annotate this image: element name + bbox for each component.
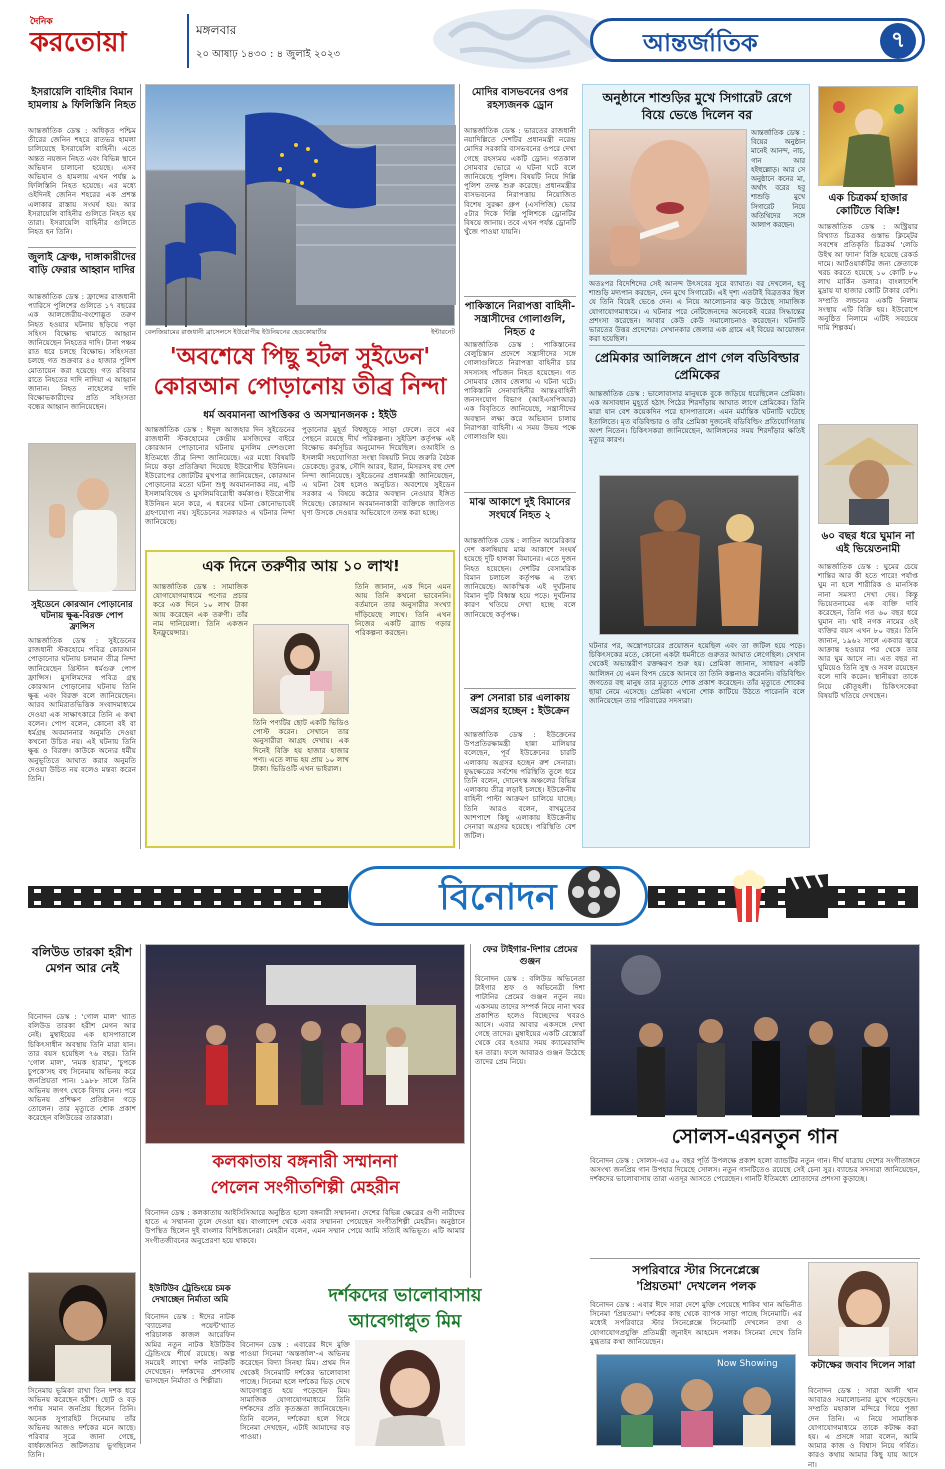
feature-side-text: আন্তর্জাতিক ডেস্ক : বিয়ের অনুষ্ঠান মানেই আনন্দ, নাচ, গান আর হইহুল্লোড়। আর সে অনুষ্ঠানে কনের মা, অর্থাৎ বরের হবু শাশুড়ি মুখে সিগারেট নিয়ে অতিথিদের সঙ্গে আলাপ করছেন। — [751, 129, 805, 230]
column-rule — [470, 944, 471, 1278]
earnings-body-3: তিনি জানান, এক দিনে এমন আয় তিনি কখনো ভাবেননি। বর্তমানে তার অনুসারীর সংখ্যা দাঁড়িয়েছে লাখে। তিনি এখন নিজের একটি ব্র্যান্ড গড়ার পরিকল্পনা করছেন। — [355, 582, 451, 638]
pope-body: আন্তর্জাতিক ডেস্ক : সুইডেনের রাজধানী স্টকহোমে পবিত্র কোরআন পোড়ানোর ঘটনায় চলমান তীব্র নিন্দা জানিয়েছেন খ্রিস্টান ধর্মগুরু পোপ ফ্রান্সিস। মুসলিমদের পবিত্র গ্রন্থ কোরআন পোড়ানোর ঘটনায় তিনি ক্ষুব্ধ এবং বিরক্ত বলে জানিয়েছেন। আরব আমিরাতভিত্তিক সংবাদমাধ্যমে দেওয়া এক সাক্ষাৎকারে তিনি এ কথা বলেন। পোপ বলেন, কোনো বই বা ধর্মগ্রন্থ অবমাননার অনুমতি দেওয়া কখনো উচিত নয়। এই ঘটনায় তিনি ক্ষুব্ধ ও বিরক্ত। কাউকে অন্যের ধর্মীয় অনুভূতিতে আঘাত করার অনুমতি দেওয়া উচিত নয় বলেও মন্তব্য করেন তিনি। — [28, 636, 136, 784]
sara-headline[interactable]: কটাক্ষের জবাব দিলেন সারা — [810, 1360, 916, 1371]
divider — [464, 492, 576, 493]
logo-prefix: দৈনিক — [30, 17, 53, 27]
feature-body-smoking: অতঃপর বিদেশিদের সেই আনন্দ উৎসবের সুরে ব্যাঘাত। বর দেখলেন, হবু শাশুড়ি মদ্যপান করছেন, দেন মুখে সিগারেট। এই দৃশ্য এতটাই বিব্রতকর ছিল যে তিনি বিয়েই ভেঙে দেন। এ নিয়ে আলোচনার ঝড় উঠেছে সামাজিক যোগাযোগমাধ্যমে। এ ঘটনার পরে নেটিজেনদের অনেকেই বরের সিদ্ধান্তের প্রশংসা করেছেন। আবার কেউ কেউ সমালোচনাও করেছেন। ঘটনাটি ভারতের উত্তর প্রদেশের। সেখানকার জেলার এক গ্রামে এই বিয়ের আয়োজন করা হয়েছিল। — [589, 279, 805, 344]
pope-figure-icon — [29, 444, 137, 592]
influencer-photo — [253, 624, 349, 714]
lead-headline-line2[interactable]: কোরআন পোড়ানোয় তীব্র নিন্দা — [153, 373, 447, 400]
feature-title-smoking[interactable]: অনুষ্ঠানে শাশুড়ির মুখে সিগারেট রেগে বিয়ে ভেঙে দিলেন বর — [602, 90, 792, 122]
article-title-planes[interactable]: মাঝ আকাশে দুই বিমানের সংঘর্ষে নিহত ২ — [469, 497, 571, 521]
actress-portrait-icon — [355, 1340, 465, 1446]
divider — [464, 688, 576, 689]
article-title-france[interactable]: জুলাই ফ্রেঞ্চ, দাঙ্গাকারীদের বাড়ি ফেরার আহ্বান দাদির — [28, 252, 136, 276]
eu-photo-credit: ইন্টারনেট — [431, 328, 455, 336]
column-rule — [140, 944, 141, 1444]
article-title-pakistan[interactable]: পাকিস্তানে নিরাপত্তা বাহিনী-সন্ত্রাসীদের গোলাগুলি, নিহত ৫ — [464, 301, 576, 338]
earnings-box — [145, 550, 455, 848]
article-body-france: আন্তর্জাতিক ডেস্ক : ফ্রান্সের রাজধানী প্যারিসে পুলিশের গুলিতে ১৭ বছরের এক আলজেরীয়-বংশোদ্ভূত তরুণ নিহত হওয়ার ঘটনায় ছড়িয়ে পড়া সহিংস বিক্ষোভ থামাতে আহ্বান জানিয়েছেন নিহতের দাদি। টানা পঞ্চম রাত ধরে চলছে বিক্ষোভ। সহিংসতা চলছে গত শুক্রবার ৪৫ হাজার পুলিশ মোতায়েন করা হয়েছে। গত রবিবার রাতে নিহতের দাদি নাদিয়া এ আহ্বান জানান। নিহত নাহেলের দাদি বিক্ষোভকারীদের প্রতি সহিংসতা বন্ধের আহ্বান জানিয়েছেন। — [28, 292, 136, 412]
article-body-sleepless: আন্তর্জাতিক ডেস্ক : ঘুমের চেয়ে শান্তির আর কী হতে পারে! পর্যাপ্ত ঘুম না হলে শারীরিক ও মানসিক নানা সমস্যা দেখা দেয়। কিন্তু ভিয়েতনামের এক ব্যক্তি দাবি করেছেন, তিনি গত ৬০ বছর ধরে ঘুমান না। থাই নগক নামের ওই ব্যক্তির বয়স এখন ৮০ বছর। তিনি জানান, ১৯৬২ সালে একবার জ্বরে আক্রান্ত হওয়ার পর থেকে তার আর ঘুম আসে না। এত বছর না ঘুমিয়েও তিনি সুস্থ ও সবল রয়েছেন বলে দাবি করেন। স্থানীয়রা তাকে নিয়ে কৌতূহলী। চিকিৎসকেরা বিষয়টি খতিয়ে দেখছেন। — [818, 562, 918, 700]
eu-photo-caption: বেলজিয়ামের রাজধানী ব্রাসেলসে ইউরোপীয় ইউনিয়নের হেডকোয়ার্টার — [145, 328, 327, 336]
lead-headline-line1[interactable]: 'অবশেষে পিছু হটল সুইডেন' — [169, 343, 431, 370]
bodybuilders-photo — [599, 475, 799, 635]
mim-photo — [355, 1340, 465, 1446]
klimt-painting-photo — [818, 86, 918, 186]
sara-photo — [808, 1262, 918, 1356]
film-reel-icon — [564, 862, 624, 922]
masthead — [0, 0, 945, 78]
article-body-pakistan: আন্তর্জাতিক ডেস্ক : পাকিস্তানের বেলুচিস্তান প্রদেশে সন্ত্রাসীদের সঙ্গে গোলাগুলিতে নিরাপত্তা বাহিনীর চার সদস্যসহ পাঁচজন নিহত হয়েছেন। গত সোমবার জোব জেলায় এ ঘটনা ঘটে। পাকিস্তানি সেনাবাহিনীর আন্তঃবাহিনী জনসংযোগ বিভাগ (আইএসপিআর) এক বিবৃতিতে জানিয়েছে, সন্ত্রাসীদের অবস্থান লক্ষ্য করে অভিযান চালায় নিরাপত্তা বাহিনী। এ সময় উভয় পক্ষে গোলাগুলি হয়। — [464, 340, 576, 442]
influencer-figure-icon — [254, 625, 350, 715]
article-body-israel: আন্তর্জাতিক ডেস্ক : অধিকৃত পশ্চিম তীরের জেনিন শহরে রাতভর হামলা চালিয়েছে ইসরায়েলি বাহিনী। এতে অন্তত নয়জন নিহত এবং বিভিন্ন স্থানে অভিযান চালানো হয়েছে। এসব অভিযান ও হামলায় এখন পর্যন্ত ৯ ফিলিস্তিনি নিহত হয়েছে। এর মধ্যে ওইদিনই জেনিন শহরের এক প্রশস্ত এলাকার রাস্তায় সংঘর্ষ হয়। আর ইসরায়েলি বাহিনীর গুলিতে নিহত হয় তারা। ইসরায়েলি বাহিনীর গুলিতে নিহত হন তিনি। — [28, 126, 136, 237]
article-title-israel[interactable]: ইসরায়েলি বাহিনীর বিমান হামলায় ৯ ফিলিস্তিনি নিহত — [28, 87, 136, 111]
section-banner — [590, 18, 925, 62]
earnings-title[interactable]: এক দিনে তরুণীর আয় ১০ লাখ! — [202, 557, 400, 575]
feature-body-bodybuilder: আন্তর্জাতিক ডেস্ক : ভালোবাসার মানুষকে বুকে জড়িয়ে ধরেছিলেন প্রেমিকা। এক অসাবধান মুহূর্তে হঠাৎ পিঠের শিরদাঁড়ায় আঘাত লাগে প্রেমিকের। তিনি মারা যান বেশ কয়েকদিন পরে হাসপাতালে। এমন মর্মান্তিক ঘটনাটি ঘটেছে ইতালিতে। মৃত বডিবিল্ডার ও তাঁর প্রেমিকা দুজনেই বডিবিল্ডিং প্রতিযোগিতায় অংশ নিতেন। চিকিৎসকরা জানিয়েছেন, আলিঙ্গনের সময় শিরদাঁড়ার ক্ষতিই মৃত্যুর কারণ। — [589, 389, 805, 445]
feature-title-bodybuilder[interactable]: প্রেমিকার আলিঙ্গনে প্রাণ গেল বডিবিল্ডার প্রেমিকের — [594, 350, 800, 382]
award-stage-icon — [146, 945, 466, 1145]
lead-subtitle: ধর্ম অবমাননা আপত্তিকর ও অসম্মানজনক : ইইউ — [203, 410, 397, 421]
souls-band-photo — [590, 944, 920, 1116]
harish-photo — [28, 1272, 136, 1382]
eu-headquarters-photo — [145, 84, 455, 326]
mim-body: বিনোদন ডেস্ক : এবারের ঈদে মুক্তি পাওয়া সিনেমা 'অন্তর্জাল'-এ অভিনয় করেছেন বিদ্যা সিনহা মিম। প্রথম দিন থেকেই সিনেমাটি দর্শকের ভালোবাসা পাচ্ছে। সিনেমা হলে দর্শকের ভিড় দেখে আবেগাপ্লুত হয়ে পড়েছেন মিম। সামাজিক যোগাযোগমাধ্যমে তিনি দর্শকদের প্রতি কৃতজ্ঞতা জানিয়েছেন। তিনি বলেন, দর্শকেরা হলে গিয়ে সিনেমা দেখছেন, এটাই আমাদের বড় পাওয়া। — [240, 1340, 350, 1442]
lead-body-left: আন্তর্জাতিক ডেস্ক : ঈদুল আজহার দিন সুইডেনের রাজধানী স্টকহোমের কেন্দ্রীয় মসজিদের বাইরে কোরআন পোড়ানোর ঘটনায় মুসলিম দেশগুলো ইতিমধ্যে তীব্র নিন্দা জানিয়েছে। এর মধ্যে বিষয়টি নিয়ে কড়া প্রতিক্রিয়া দিয়েছে ইউরোপীয় ইউনিয়ন। ইউরোপের জোটটির মুখপাত্র জানিয়েছেন, কোরআন পোড়ানোর মতো ঘটনা শুধু অবমাননাকর নয়, এটি ইসলামবিদ্বেষ ও মুসলিমবিরোধী কর্মকাণ্ড। ইউরোপীয় ইউনিয়ন মনে করে, এ ধরনের ঘটনা কোনোভাবেই গ্রহণযোগ্য নয়। সুইডেনের সরকারও এ ঘটনার নিন্দা জানিয়েছে। — [145, 425, 295, 527]
header-divider — [187, 14, 189, 68]
article-body-ukraine: আন্তর্জাতিক ডেস্ক : ইউক্রেনের উপপ্রতিরক্ষামন্ত্রী হান্না মালিয়ার বলেছেন, পূর্ব ইউক্রেনের চারটি এলাকায় অগ্রসর হচ্ছেন রুশ সেনারা। যুদ্ধক্ষেত্রের সর্বশেষ পরিস্থিতি তুলে ধরে তিনি বলেন, দোনেৎস্ক অঞ্চলের বিভিন্ন এলাকায় তীব্র লড়াই চলছে। ইউক্রেনীয় বাহিনী পাল্টা আক্রমণ চালিয়ে যাচ্ছে। তিনি আরও বলেন, বাখমুতের আশপাশে কিছু এলাকায় ইউক্রেনীয় সেনারা অগ্রসর হয়েছে। পরিস্থিতি বেশ জটিল। — [464, 730, 576, 841]
header-date: ২০ আষাঢ় ১৪৩০ : ৪ জুলাই ২০২৩ — [196, 49, 340, 60]
column-rule — [140, 84, 141, 849]
sara-body: বিনোদন ডেস্ক : সারা আলী খান আবারও সমালোচনার মুখে পড়েছেন। সম্প্রতি মহাকাল মন্দিরে গিয়ে পূজা দেন তিনি। এ নিয়ে সামাজিক যোগাযোগমাধ্যমে তাকে কটাক্ষ করা হয়। এ প্রসঙ্গে সারা বলেন, আমি আমার কাজ ও বিশ্বাস নিয়ে গর্বিত। কারও কথায় আমার কিছু যায় আসে না। — [808, 1386, 918, 1469]
feature-body-bodybuilder-2: ঘটনার পর, অস্ত্রোপচারের প্রয়োজন হয়েছিল এবং তা জটিল হয়ে পড়ে। চিকিৎসকের মতে, কোনো একটা ধমনীতে গুরুতর আঘাত লেগেছিল। সেখান থেকেই অভ্যন্তরীণ রক্তক্ষরণ শুরু হয়। প্রেমিকা জানান, সাধারণ একটি আলিঙ্গন যে এমন বিপদ ডেকে আনবে তা তিনি কল্পনাও করেননি। বডিবিল্ডিং জগতের বহু মানুষ তার মৃত্যুতে শোক প্রকাশ করেছেন। তাঁর মৃত্যুতে শোকের ছায়া নেমে এসেছে। প্রেমিকা এখনো শোক কাটিয়ে উঠতে পারেননি বলে জানিয়েছেন তার পরিবারের সদস্যরা। — [589, 641, 805, 706]
divider — [590, 1258, 920, 1259]
article-body-tiger: বিনোদন ডেস্ক : বলিউড অভিনেতা টাইগার শ্রফ ও অভিনেত্রী দিশা পাটানির প্রেমের গুঞ্জন নতুন নয়। একসময় তাদের সম্পর্ক নিয়ে নানা খবর প্রকাশিত হলেও বিচ্ছেদের খবরও আসে। এবার আবার একসঙ্গে দেখা গেছে তাদের। মুম্বাইয়ের একটি রেস্তোরাঁ থেকে বের হওয়ার সময় ক্যামেরাবন্দি হন তারা। ফলে আবারও গুঞ্জন উঠেছে তাদের প্রেম নিয়ে। — [475, 974, 585, 1066]
article-title-drone[interactable]: মোদির বাসভবনের ওপর রহস্যজনক ড্রোন — [471, 87, 569, 111]
man-with-hat-icon — [819, 425, 919, 525]
article-body-painting: আন্তর্জাতিক ডেস্ক : অস্ট্রিয়ার বিখ্যাত চিত্রকর গুস্তাভ ক্লিম্টের সবশেষ প্রতিকৃতি চিত্রকর্ম 'লেডি উইথ আ ফ্যান' বিক্রি হয়েছে রেকর্ড দামে। আর্টওয়ার্কটির জন্য ক্রেতাকে খরচ করতে হয়েছে ১০ কোটি ৮০ লাখ মার্কিন ডলার। বাংলাদেশি মুদ্রায় যা হাজার কোটি টাকার বেশি। সম্প্রতি লন্ডনের একটি নিলাম সংস্থায় এটি বিক্রি হয়। ইউরোপে অনুষ্ঠিত নিলামে এটিই সবচেয়ে দামি শিল্পকর্ম। — [818, 222, 918, 333]
article-body-harish: বিনোদন ডেস্ক : 'গোল মাল' খ্যাত বলিউড তারকা হরীশ মেগন আর নেই। মুম্বাইয়ের এক হাসপাতালে চিকিৎসাধীন অবস্থায় তিনি মারা যান। তার বয়স হয়েছিল ৭৬ বছর। তিনি 'গোল মাল', 'নমক হারাম', 'চুপকে চুপকে'সহ বহু সিনেমায় অভিনয় করে জনপ্রিয়তা পান। ১৯৮৮ সালে তিনি অভিনয় জগৎ থেকে বিদায় নেন। পরে অভিনয় প্রশিক্ষণ প্রতিষ্ঠান গড়ে তোলেন। তার মৃত্যুতে শোক প্রকাশ করেছেন বলিউডের তারকারা। — [28, 1012, 136, 1123]
article-body-harish-2: সিনেমায় ভূমিকা রাখা তিন দশক ধরে অভিনয় করেছেন হরীশ। ছোট ও বড় পর্দায় সমান জনপ্রিয় ছিলেন তিনি। অনেক সুপারহিট সিনেমায় তাঁর অভিনয় আজও দর্শকের মনে আছে। পরিবার সূত্রে জানা গেছে, বার্ধক্যজনিত জটিলতায় ভুগছিলেন তিনি। — [28, 1386, 136, 1460]
feature-box — [582, 84, 810, 848]
painting-figure-icon — [819, 87, 919, 187]
actress-portrait-icon — [809, 1263, 919, 1357]
now-showing-label: Now Showing — [717, 1359, 778, 1369]
article-title-sleepless[interactable]: ৬০ বছর ধরে ঘুমান না এই ভিয়েতনামী — [821, 530, 915, 555]
kolkata-award-photo — [145, 944, 465, 1144]
article-title-harish[interactable]: বলিউড তারকা হরীশ মেগন আর নেই — [32, 945, 132, 975]
mim-headline-line2[interactable]: আবেগাপ্লুত মিম — [348, 1311, 462, 1332]
polok-headline-line2[interactable]: 'প্রিয়তমা' দেখলেন পলক — [636, 1279, 756, 1293]
article-title-painting[interactable]: এক চিত্রকর্ম হাজার কোটিতে বিক্রি! — [828, 192, 908, 217]
page-number: ৭ — [880, 23, 916, 59]
lead-body-right: পুড়ানোর মুহূর্ত বিশ্বজুড়ে সাড়া ফেলে। তবে এর পেছনে রয়েছে দীর্ঘ পরিকল্পনা। সুইডিশ কর্তৃপক্ষ এই বিক্ষোভ কর্মসূচির অনুমোদন দিয়েছিল। ওআইসি ও ইসলামী সহযোগিতা সংস্থা বিষয়টি নিয়ে জরুরি বৈঠক ডেকেছে। তুরস্ক, সৌদি আরব, ইরান, মিসরসহ বহু দেশ নিন্দা জানিয়েছে। সুইডেনের প্রধানমন্ত্রী জানিয়েছেন, এ ঘটনা বৈধ হলেও অনুচিত। অবশেষে সুইডেন সরকার এ বিষয়ে কঠোর অবস্থান নেওয়ার ইঙ্গিত দিয়েছে। কোরআন অবমাননাকারী ব্যক্তিকে জাতিগত ঘৃণা উসকে দেওয়ার অভিযোগে তদন্ত করা হচ্ছে। — [302, 425, 455, 517]
article-body-planes: আন্তর্জাতিক ডেস্ক : লাতিন আমেরিকার দেশ কলম্বিয়ায় মাঝ আকাশে সংঘর্ষ হয়েছে দুটি হালকা বিমানের। এতে দুজন নিহত হয়েছেন। দেশটির বেসামরিক বিমান চলাচল কর্তৃপক্ষ এ তথ্য জানিয়েছে। আকস্মিক এই দুর্ঘটনায় বিমান দুটি বিধ্বস্ত হয়ে পড়ে। দুর্ঘটনার কারণ খতিয়ে দেখা হচ্ছে বলে জানিয়েছে কর্তৃপক্ষ। — [464, 536, 576, 619]
divider — [464, 296, 576, 297]
smoking-woman-photo — [589, 129, 747, 275]
article-title-tiger[interactable]: ফের টাইগার-দিশার প্রেমের গুঞ্জন — [482, 945, 578, 967]
kolkata-headline-line2[interactable]: পেলেন সংগীতশিল্পী মেহরীন — [210, 1178, 400, 1198]
clapperboard-icon — [782, 870, 832, 920]
binodon-title: বিনোদন — [439, 876, 557, 918]
logo-name: করতোয়া — [30, 27, 127, 58]
header-day: মঙ্গলবার — [196, 23, 237, 37]
popcorn-icon — [728, 866, 768, 922]
eu-flags-graphic — [146, 85, 456, 327]
kolkata-body: বিনোদন ডেস্ক : কলকাতায় আইসিসিআরে অনুষ্ঠিত হলো বঙ্গনারী সম্মাননা। দেশের বিভিন্ন ক্ষেত্রের গুণী নারীদের হাতে এ সম্মাননা তুলে দেওয়া হয়। বাংলাদেশ থেকে এবার সম্মাননা পেয়েছেন সংগীতশিল্পী মেহরীন। অনুষ্ঠানে উপস্থিত ছিলেন দুই বাংলার বিশিষ্টজনেরা। মেহরীন বলেন, এমন সম্মান পেয়ে আমি সত্যিই অভিভূত। এটি আমার সংগীতজীবনের অনুপ্রেরণা হয়ে থাকবে। — [145, 1208, 465, 1245]
earnings-body-1: আন্তর্জাতিক ডেস্ক : সামাজিক যোগাযোগমাধ্যমে পণ্যের প্রচার করে এক দিনে ১০ লাখ টাকা আয় করেছেন এক তরুণী। তাঁর নাম দানিয়েলা। তিনি একজন ইনফ্লুয়েন্সার। — [153, 582, 248, 638]
souls-body: বিনোদন ডেস্ক : সোলস-এর ৫০ বছর পূর্তি উপলক্ষে প্রকাশ হলো ব্যান্ডটির নতুন গান। দীর্ঘ যাত্রায় দেশের সংগীতাঙ্গনে অসংখ্য জনপ্রিয় গান উপহার দিয়েছে সোলস। নতুন গানটিতেও রয়েছে সেই চেনা সুর। ব্যান্ডের সদস্যরা জানিয়েছেন, দর্শকদের ভালোবাসায় তারা এতদূর আসতে পেরেছেন। গানটি ইতিমধ্যে শ্রোতাদের প্রশংসা কুড়াচ্ছে। — [590, 1156, 920, 1184]
column-rule — [459, 84, 460, 849]
divider — [28, 247, 136, 248]
polok-family-photo — [596, 1354, 796, 1446]
kolkata-headline-line1[interactable]: কলকাতায় বঙ্গনারী সম্মাননা — [212, 1152, 398, 1172]
bodybuilders-figure-icon — [600, 476, 800, 636]
article-body-youtube: বিনোদন ডেস্ক : ঈদের নাটক 'ব্যাচেলর পয়েন্ট'খ্যাত পরিচালক কাজল আরেফিন অমির নতুন নাটক ইউটিউব ট্রেন্ডিংয়ে শীর্ষে রয়েছে। অল্প সময়েই লাখো দর্শক নাটকটি দেখেছেন। দর্শকদের প্রশংসায় ভাসছেন নির্মাতা ও শিল্পীরা। — [145, 1312, 235, 1386]
divider — [589, 345, 805, 346]
polok-headline-line1[interactable]: সপরিবারে স্টার সিনেপ্লেক্সে — [632, 1263, 760, 1277]
band-members-icon — [591, 945, 921, 1117]
souls-headline[interactable]: সোলস-এরনতুন গান — [671, 1124, 839, 1148]
newspaper-logo[interactable] — [30, 14, 178, 64]
earnings-body-2: তিনি পণ্যটির ছোট একটি ভিডিও পোস্ট করেন। সেখানে তার অনুসারীরা আগ্রহ দেখায়। এক দিনেই বিক্রি হয় হাজার হাজার পণ্য। এতে লাভ হয় প্রায় ১০ লাখ টাকা। ভিডিওটি এখন ভাইরাল। — [253, 718, 349, 774]
vietnamese-man-photo — [818, 424, 918, 524]
pope-caption[interactable]: সুইডেনে কোরআন পোড়ানোর ঘটনায় ক্ষুব্ধ-বিরক্ত পোপ ফ্রান্সিস — [31, 600, 133, 632]
mim-headline-line1[interactable]: দর্শকদের ভালোবাসায় — [328, 1285, 482, 1306]
entertainment-banner — [28, 862, 918, 932]
pope-photo — [28, 443, 136, 591]
article-title-ukraine[interactable]: রুশ সেনারা চার এলাকায় অগ্রসর হচ্ছেন : ইউক্রেন — [470, 693, 570, 717]
section-title: আন্তর্জাতিক — [643, 28, 758, 57]
man-portrait-icon — [29, 1273, 137, 1383]
article-title-youtube[interactable]: ইউটিউব ট্রেন্ডিংয়ে চমক দেখাচ্ছেন নির্মাতা অমি — [149, 1284, 231, 1305]
article-body-drone: আন্তর্জাতিক ডেস্ক : ভারতের রাজধানী নয়াদিল্লিতে দেশটির প্রধানমন্ত্রী নরেন্দ্র মোদির সরকারি বাসভবনের ওপরে দেখা গেছে রহস্যময় একটি ড্রোন। গতকাল সোমবার ভোরে এ ঘটনা ঘটে বলে জানিয়েছে পুলিশ। বিষয়টি নিয়ে দিল্লি পুলিশ তদন্ত শুরু করেছে। প্রধানমন্ত্রীর বাসভবনের নিরাপত্তায় নিয়োজিত বিশেষ সুরক্ষা গ্রুপ (এসপিজি) ভোর ৫টার দিকে দিল্লি পুলিশকে ড্রোনটির বিষয়ে জানায়। তবে এখন পর্যন্ত ড্রোনটি খুঁজে পাওয়া যায়নি। — [464, 126, 576, 237]
cigarette-icon — [590, 130, 748, 276]
polok-body: বিনোদন ডেস্ক : এবার ঈদে সারা দেশে মুক্তি পেয়েছে শাকিব খান অভিনীত সিনেমা 'প্রিয়তমা'। দর্শকের কাছ থেকে ব্যাপক সাড়া পাচ্ছে সিনেমাটি। এর মধ্যেই সপরিবারে স্টার সিনেপ্লেক্সে সিনেমাটি দেখলেন তথ্য ও যোগাযোগপ্রযুক্তি প্রতিমন্ত্রী জুনাইদ আহমেদ পলক। সিনেমা দেখে তিনি মুগ্ধতার কথা জানিয়েছেন। — [590, 1300, 802, 1346]
